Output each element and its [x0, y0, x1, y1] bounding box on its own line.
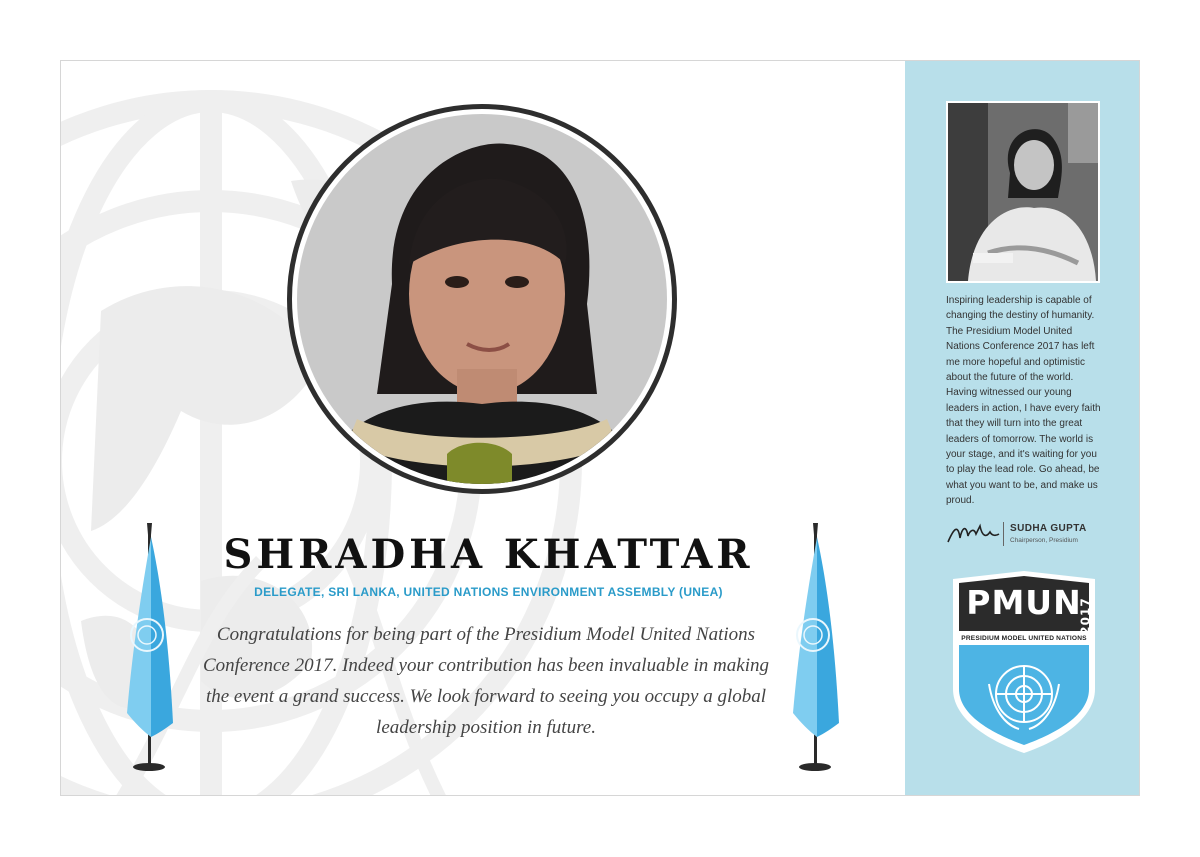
signature-image — [946, 520, 1001, 548]
chairperson-photo-image — [948, 103, 1098, 281]
signature-block — [946, 520, 1116, 550]
delegate-photo — [297, 114, 667, 484]
pmun-tagline: PRESIDIUM MODEL UNITED NATIONS — [961, 635, 1087, 642]
delegate-name: SHRADHA KHATTAR — [223, 531, 754, 578]
signatory-name: SUDHA GUPTA — [1010, 523, 1087, 534]
signature-divider — [1003, 522, 1004, 546]
delegate-photo-image — [297, 114, 667, 484]
chairperson-photo — [946, 101, 1100, 283]
pmun-logo — [949, 569, 1099, 755]
certificate-card — [60, 60, 1140, 796]
delegate-role: DELEGATE, SRI LANKA, UNITED NATIONS ENVIRONMENT ASSEMBLY (UNEA) — [254, 585, 723, 599]
un-flag-right — [787, 523, 847, 773]
un-flag-left — [121, 523, 181, 773]
pmun-year: 2017 — [1078, 597, 1093, 635]
chairperson-quote: Inspiring leadership is capable of changing the destiny of humanity. The Presidium Model United Nations Conference 2017 has left me more hopeful and optimistic about the future of the world. Having witnessed our young leaders in action, I have every faith that they will turn into the great leaders of tomorrow. The world is your stage, and it's waiting for you to play the lead role. Go ahead, be what you want to be, and make us proud. — [946, 295, 1101, 507]
sidebar-panel — [905, 61, 1140, 796]
congratulations-message: Congratulations for being part of the Presidium Model United Nations Conference 2017. Indeed your contribution has been invaluable in making the event a grand success. We look forward to seeing you occupy a global leadership position in future. — [202, 624, 769, 738]
signatory-title: Chairperson, Presidium — [1010, 537, 1078, 544]
pmun-wordmark: PMUN — [966, 583, 1082, 622]
delegate-photo-frame — [287, 104, 677, 494]
